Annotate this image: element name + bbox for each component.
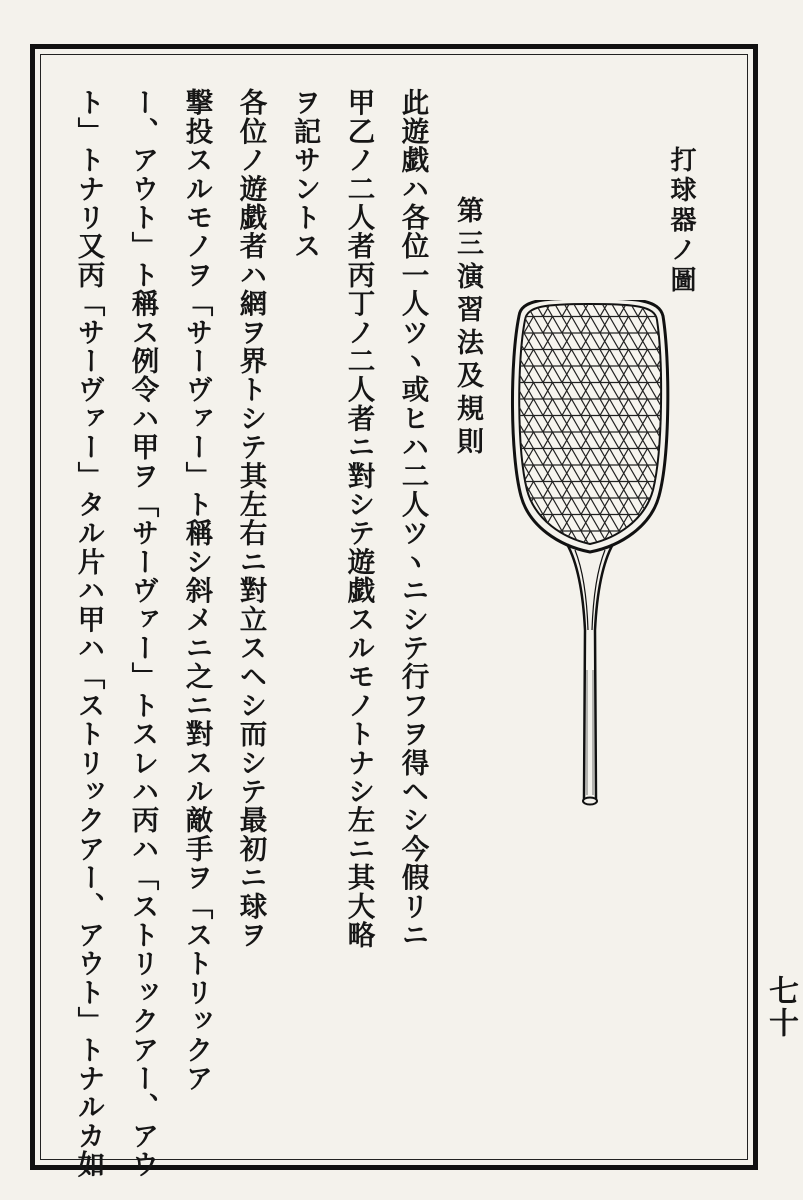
body-text-column: 甲乙ノ二人者丙丁ノ二人者ニ對シテ遊戯スルモノトナシ左ニ其大略 <box>342 88 375 949</box>
figure-caption: 打球器ノ圖 <box>666 146 696 296</box>
body-text-column: ー、アウト」ト稱ス例令ハ甲ヲ「サーヴァー」トスレハ丙ハ「ストリックアー、アウ <box>126 88 159 1179</box>
page-number: 七十 <box>763 975 798 1039</box>
body-text-column: ヲ記サントス <box>288 88 321 261</box>
body-text-column: 各位ノ遊戯者ハ網ヲ界トシテ其左右ニ對立スヘシ而シテ最初ニ球ヲ <box>234 88 267 949</box>
body-text-column: 撃投スルモノヲ「サーヴァー」ト稱シ斜メニ之ニ對スル敵手ヲ「ストリックア <box>180 88 213 1093</box>
tennis-racket-illustration <box>505 300 675 820</box>
body-text-column: 此遊戯ハ各位一人ツヽ或ヒハ二人ツヽニシテ行フヲ得ヘシ今假リニ <box>396 88 429 949</box>
body-text-column: ト」トナリ又丙「サーヴァー」タル片ハ甲ハ「ストリックアー、アウト」トナルカ如 <box>72 88 105 1179</box>
section-heading: 第三演習法及規則 <box>452 196 483 460</box>
